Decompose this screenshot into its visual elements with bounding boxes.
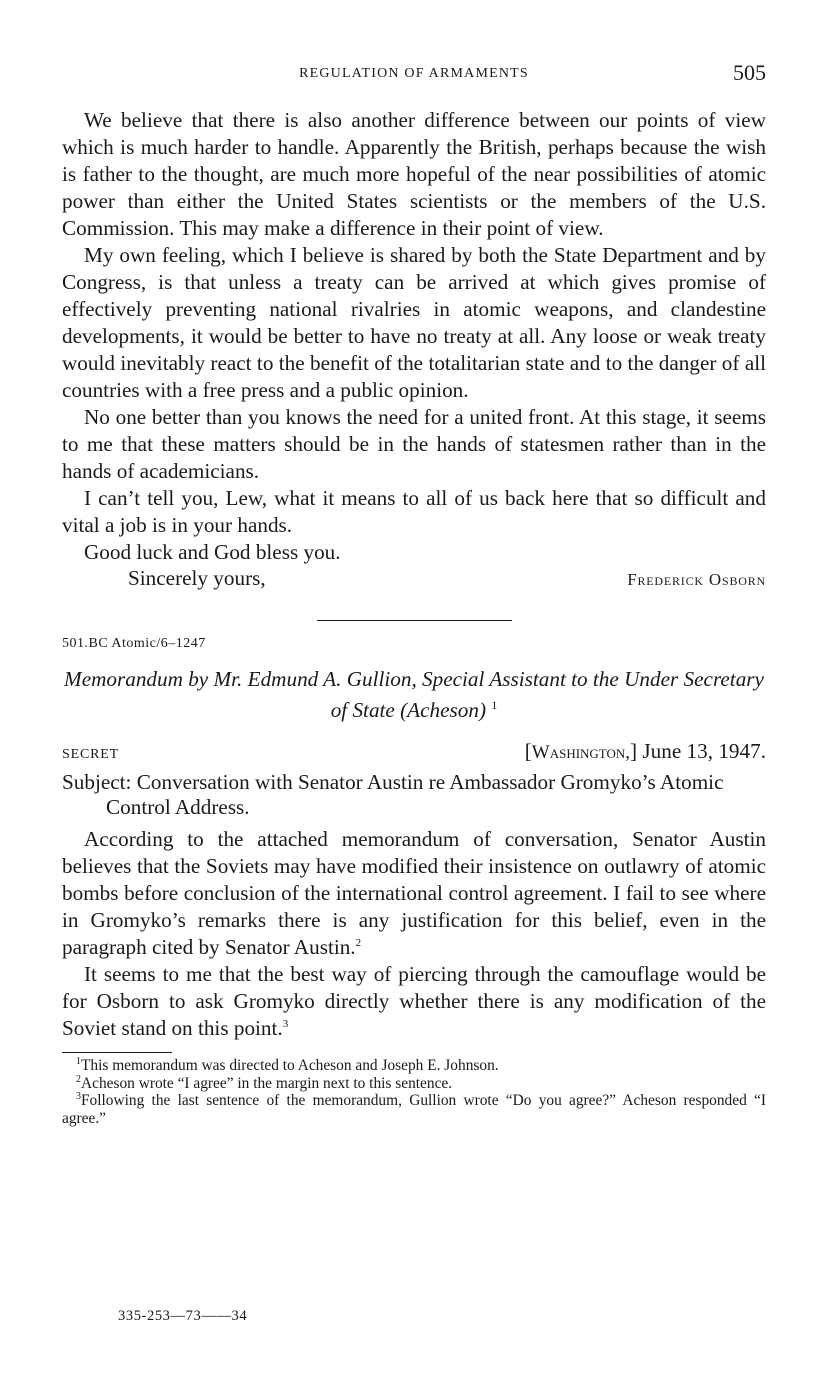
- page-number: 505: [733, 60, 766, 85]
- footnote-ref: 2: [355, 937, 362, 949]
- memo-subject: [62, 770, 766, 820]
- file-reference: 501.BC Atomic/6–1247: [62, 636, 206, 651]
- letter-paragraph: We believe that there is also another difference between our points of view which is much harder to handle. Apparently the British, perhaps because the wish is father to the thought, are much more hopeful of the near possibilities of atomic power than either the United States scientists or the members of the U.S. Commission. This may make a difference in their point of view.: [62, 108, 766, 240]
- memo-place: Washington,: [531, 742, 631, 764]
- footnotes: [62, 1057, 766, 1127]
- letter-paragraph: No one better than you knows the need for a united front. At this stage, it seems to me that these matters should be in the hands of statesmen rather than in the hands of academicians.: [62, 405, 766, 483]
- letter-good-luck: Good luck and God bless you.: [84, 540, 341, 564]
- memo-paragraph-text: According to the attached memorandum of conversation, Senator Austin believes that the Soviets may have modified their insistence on outlawry of atomic bombs before conclusion of the international control agreement. I fail to see where in Gromyko’s remarks there is any justification for this belief, even in the paragraph cited by Senator Austin.: [62, 827, 766, 960]
- memo-date: June 13, 1947.: [642, 739, 766, 764]
- letter-paragraph: I can’t tell you, Lew, what it means to all of us back here that so difficult and vital a job is in your hands.: [62, 486, 766, 537]
- memo-paragraph-text: It seems to me that the best way of piercing through the camouflage would be for Osborn to ask Gromyko directly whether there is any modification of the Soviet stand on this point.: [62, 962, 766, 1041]
- memo-classification-row: [62, 739, 766, 764]
- footnote-text: Following the last sentence of the memorandum, Gullion wrote “Do you agree?” Acheson responded “I agree.”: [62, 1092, 766, 1127]
- running-title: REGULATION OF ARMAMENTS: [299, 66, 529, 81]
- footnote: [62, 1075, 766, 1093]
- subject-text: Conversation with Senator Austin re Ambassador Gromyko’s Atomic Control Address.: [106, 770, 724, 820]
- footnote-mark: 2: [76, 1073, 81, 1085]
- footnote-mark: 1: [76, 1055, 81, 1067]
- memo-paragraph: [62, 826, 766, 961]
- letter-paragraph: My own feeling, which I believe is shared by both the State Department and by Congress, is that unless a treaty can be arrived at which gives promise of effectively preventing national rivalries in atomic weapons, and clandestine developments, it would be better to have no treaty at all. Any loose or weak treaty would inevitably react to the benefit of the totalitarian state and to the danger of all countries with a free press and a public opinion.: [62, 243, 766, 402]
- letter-closing: Sincerely yours,: [128, 566, 266, 590]
- printer-code: 335-253—73——34: [118, 1308, 248, 1324]
- footnote: [62, 1092, 766, 1127]
- footnote-ref: 3: [282, 1018, 289, 1030]
- section-divider: [317, 620, 512, 621]
- memo-title-text: Memorandum by Mr. Edmund A. Gullion, Special Assistant to the Under Secretary of State (Acheson): [64, 667, 764, 723]
- memo-dateline: [Washington,] June 13, 1947.: [524, 739, 766, 764]
- memo-paragraph: [62, 961, 766, 1042]
- footnote-rule: [62, 1052, 172, 1053]
- letter-signature: Frederick Osborn: [627, 570, 766, 589]
- footnote-text: Acheson wrote “I agree” in the margin next to this sentence.: [81, 1074, 453, 1092]
- footnote-text: This memorandum was directed to Acheson and Joseph E. Johnson.: [81, 1057, 499, 1075]
- subject-label: Subject:: [62, 770, 132, 795]
- footnote-mark: 3: [76, 1090, 81, 1102]
- memo-title: [62, 666, 766, 723]
- document-page: [62, 60, 766, 1127]
- footnote-ref: 1: [491, 698, 498, 712]
- footnote: [62, 1057, 766, 1075]
- letter-closing-row: [62, 566, 766, 593]
- running-header: [62, 60, 766, 90]
- classification-label: SECRET: [62, 747, 119, 763]
